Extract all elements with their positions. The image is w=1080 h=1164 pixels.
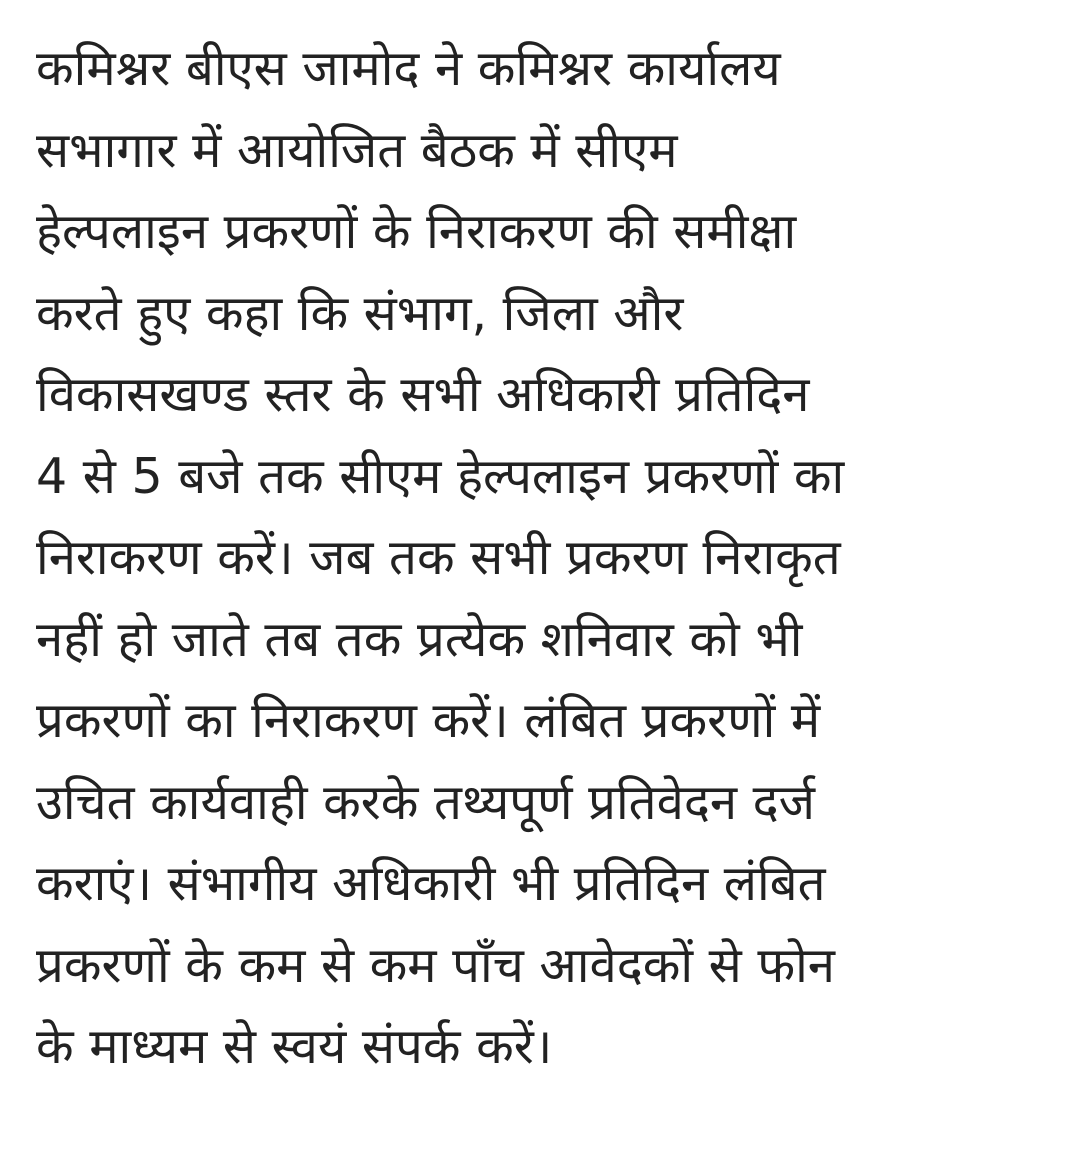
paragraph-line-3: हेल्पलाइन प्रकरणों के निराकरण की समीक्षा — [36, 203, 797, 260]
paragraph-line-12: प्रकरणों के कम से कम पाँच आवेदकों से फोन — [36, 936, 835, 994]
paragraph-line-1: कमिश्नर बीएस जामोद ने कमिश्नर कार्यालय — [36, 40, 781, 97]
paragraph-line-8: नहीं हो जाते तब तक प्रत्येक शनिवार को भी — [36, 610, 803, 668]
paragraph-line-9: प्रकरणों का निराकरण करें। लंबित प्रकरणों में — [36, 692, 821, 749]
paragraph-line-5: विकासखण्ड स्तर के सभी अधिकारी प्रतिदिन — [36, 366, 810, 423]
paragraph-line-10: उचित कार्यवाही करके तथ्यपूर्ण प्रतिवेदन दर्ज — [36, 773, 816, 831]
paragraph-line-4: करते हुए कहा कि संभाग, जिला और — [36, 284, 684, 342]
paragraph-line-2: सभागार में आयोजित बैठक में सीएम — [36, 121, 678, 179]
paragraph-line-13: के माध्यम से स्वयं संपर्क करें। — [36, 1018, 553, 1075]
paragraph-line-7: निराकरण करें। जब तक सभी प्रकरण निराकृत — [36, 529, 841, 586]
news-paragraph — [36, 34, 1066, 1094]
paragraph-line-6: 4 से 5 बजे तक सीएम हेल्पलाइन प्रकरणों का — [36, 447, 845, 505]
paragraph-line-11: कराएं। संभागीय अधिकारी भी प्रतिदिन लंबित — [36, 855, 826, 912]
